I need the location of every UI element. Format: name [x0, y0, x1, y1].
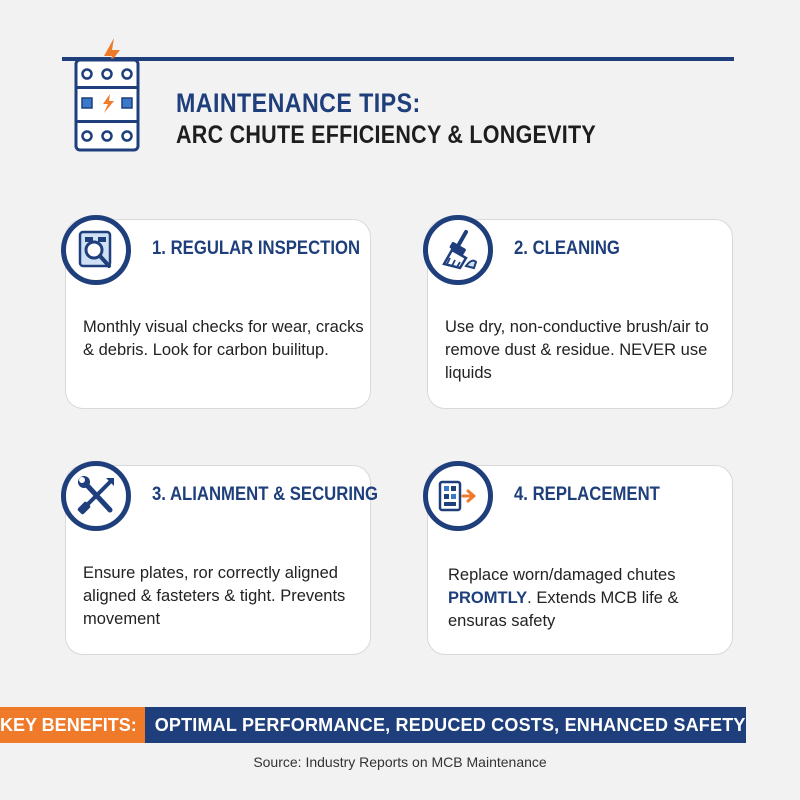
card-title: 3. ALIANMENT & SECURING [152, 484, 379, 505]
page-subtitle: ARC CHUTE EFFICIENCY & LONGEVITY [176, 121, 596, 149]
page-title: MAINTENANCE TIPS: [176, 88, 421, 118]
card-title: 4. REPLACEMENT [514, 484, 660, 505]
source-note: Source: Industry Reports on MCB Maintenance [253, 754, 547, 770]
card-body: Monthly visual checks for wear, cracks & debris. Look for carbon builitup. [83, 318, 364, 359]
cleaning-badge [423, 215, 493, 285]
inspection-magnifier-icon [74, 228, 118, 272]
brush-cleaning-icon [436, 228, 480, 272]
card-body-text: Replace worn/damaged chutes [448, 566, 676, 584]
banner-label: KEY BENEFITS: [0, 707, 145, 743]
banner-text: OPTIMAL PERFORMANCE, REDUCED COSTS, ENHANCED SAFETY [145, 707, 746, 743]
tip-card-replacement [427, 465, 733, 655]
card-body-emphasis: PROMTLY [448, 589, 528, 607]
wrench-screwdriver-icon [74, 474, 118, 518]
card-body [448, 564, 738, 633]
replacement-arrow-icon [436, 474, 480, 518]
circuit-breaker-icon [70, 36, 144, 156]
key-benefits-banner [0, 707, 746, 743]
card-title: 1. REGULAR INSPECTION [152, 238, 361, 259]
tip-card-alignment [65, 465, 379, 655]
card-body: Use dry, non-conductive brush/air to remove dust & residue. NEVER use liquids [445, 318, 709, 382]
card-title: 2. CLEANING [514, 238, 620, 259]
inspection-badge [61, 215, 131, 285]
replacement-badge [423, 461, 493, 531]
card-body-text: . Extends MCB life & ensuras safety [448, 589, 679, 630]
card-body: Ensure plates, ror correctly aligned aligned & fasteters & tight. Prevents movement [83, 564, 346, 628]
header-rule [62, 57, 734, 61]
tip-card-cleaning [427, 219, 733, 409]
alignment-badge [61, 461, 131, 531]
tip-card-inspection [65, 219, 371, 409]
